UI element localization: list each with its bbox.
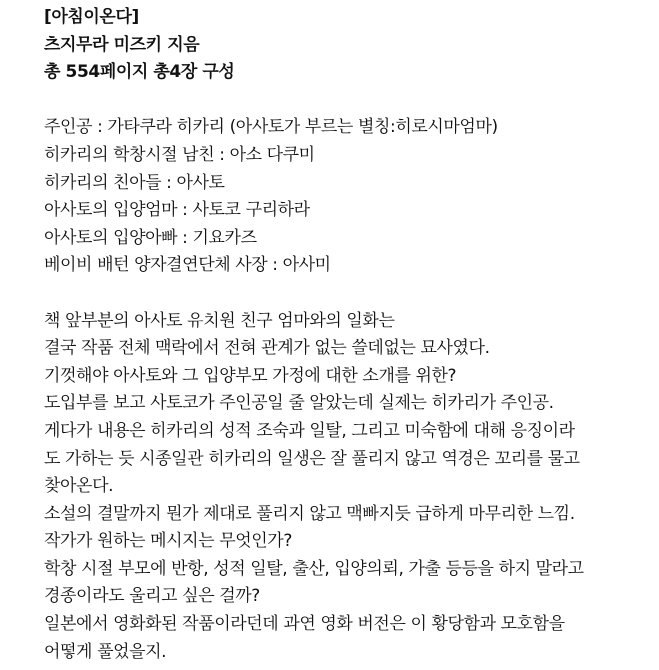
review-line: 도 가하는 듯 시종일관 히카리의 일생은 잘 풀리지 않고 역경은 꼬리를 물고 xyxy=(44,448,580,469)
review-line: 도입부를 보고 사토코가 주인공일 줄 알았는데 실제는 히카리가 주인공. xyxy=(44,393,554,414)
review-line: 결국 작품 전체 맥락에서 전혀 관계가 없는 쓸데없는 묘사였다. xyxy=(44,338,490,359)
character-line: 히카리의 학창시절 남친 : 아소 다쿠미 xyxy=(44,144,315,165)
review-line: 경종이라도 울리고 싶은 걸까? xyxy=(44,586,260,607)
book-author: 츠지무라 미즈키 지음 xyxy=(44,34,200,55)
review-line: 기껏해야 아사토와 그 입양부모 가정에 대한 소개를 위한? xyxy=(44,365,457,386)
book-info: 총 554페이지 총4장 구성 xyxy=(44,62,235,83)
review-line: 학창 시절 부모에 반항, 성적 일탈, 출산, 입양의뢰, 가출 등등을 하지 말라고 xyxy=(44,558,584,579)
character-line: 히카리의 친아들 : 아사토 xyxy=(44,172,225,193)
blank-line xyxy=(44,87,654,115)
character-line: 아사토의 입양엄마 : 사토코 구리하라 xyxy=(44,200,310,221)
document-body xyxy=(44,4,654,666)
book-title: [아침이온다] xyxy=(44,7,139,27)
review-line: 작가가 원하는 메시지는 무엇인가? xyxy=(44,531,292,552)
blank-line xyxy=(44,280,654,308)
review-line: 일본에서 영화화된 작품이라던데 과연 영화 버전은 이 황당함과 모호함을 xyxy=(44,614,565,635)
review-line: 소설의 결말까지 뭔가 제대로 풀리지 않고 맥빠지듯 급하게 마무리한 느낌. xyxy=(44,503,575,524)
review-line: 찾아온다. xyxy=(44,476,114,497)
review-line: 책 앞부분의 아사토 유치원 친구 엄마와의 일화는 xyxy=(44,310,395,331)
character-line: 베이비 배턴 양자결연단체 사장 : 아사미 xyxy=(44,255,331,276)
review-line: 어떻게 풀었을지. xyxy=(44,641,167,662)
character-line: 아사토의 입양아빠 : 기요카즈 xyxy=(44,227,257,248)
review-line: 게다가 내용은 히카리의 성적 조숙과 일탈, 그리고 미숙함에 대해 응징이라 xyxy=(44,420,575,441)
character-line: 주인공 : 가타쿠라 히카리 (아사토가 부르는 별칭:히로시마엄마) xyxy=(44,117,498,138)
